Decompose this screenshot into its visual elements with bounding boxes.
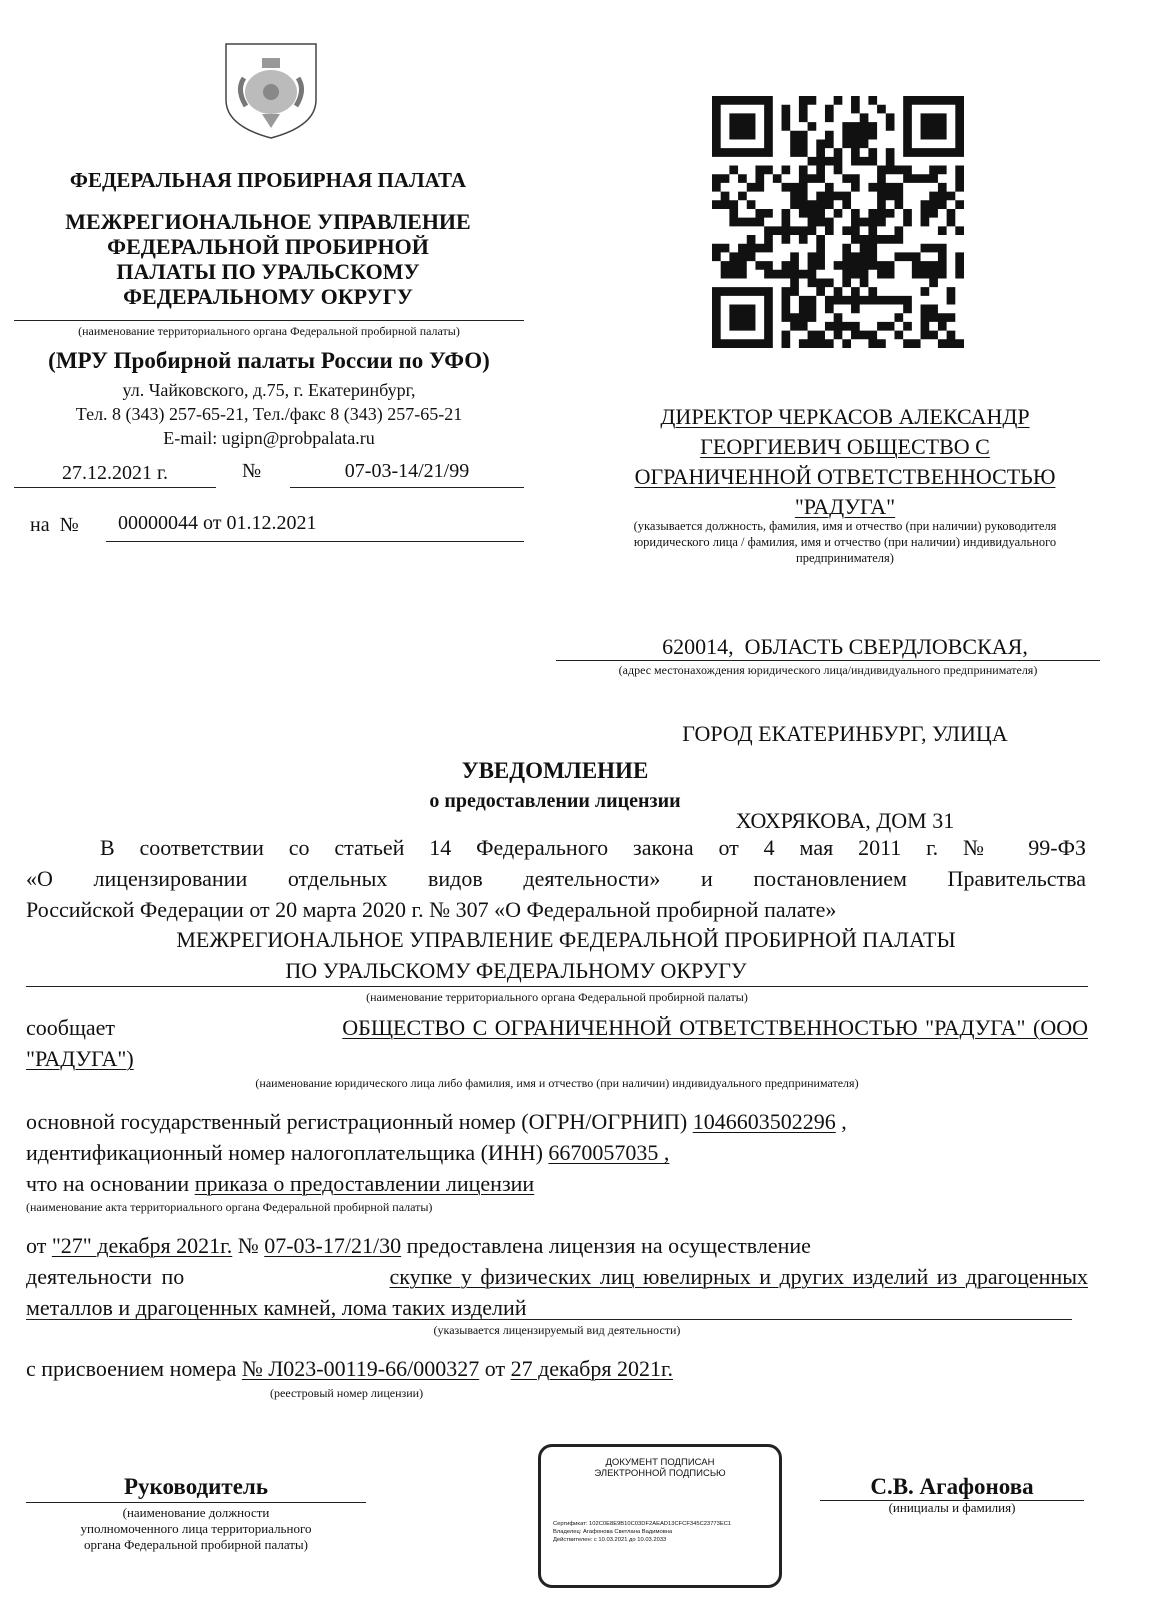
issuing-organ-line-2: ПО УРАЛЬСКОМУ ФЕДЕРАЛЬНОМУ ОКРУГУ	[285, 958, 747, 983]
license-number-row	[26, 1356, 1088, 1382]
org-line-3: ФЕДЕРАЛЬНОЙ ПРОБИРНОЙ	[107, 234, 429, 259]
basis-row	[26, 1168, 1088, 1199]
reference-value: 00000044 от 01.12.2021	[106, 512, 524, 542]
issuing-organ	[26, 924, 1086, 986]
sender-contacts	[14, 378, 524, 450]
ogrn-value: 1046603502296	[692, 1109, 836, 1134]
recipient-address-underline	[556, 660, 1100, 661]
legal-basis-paragraph	[26, 832, 1086, 925]
license-date: 27 декабря 2021г.	[510, 1356, 674, 1381]
inn-value: 6670057035	[548, 1140, 659, 1165]
outgoing-number: 07-03-14/21/99	[290, 460, 524, 488]
signer-position-caption	[26, 1505, 366, 1553]
org-line-4: ПАЛАТЫ ПО УРАЛЬСКОМУ	[116, 259, 420, 284]
org-name-underline	[14, 320, 524, 321]
sender-address: ул. Чайковского, д.75, г. Екатеринбург,	[122, 380, 416, 400]
recipient-line-3: ОГРАНИЧЕННОЙ ОТВЕТСТВЕННОСТЬЮ	[634, 464, 1056, 489]
org-short-name: (МРУ Пробирной палаты России по УФО)	[48, 348, 490, 373]
org-line-1: ФЕДЕРАЛЬНАЯ ПРОБИРНАЯ ПАЛАТА	[69, 168, 467, 192]
licensee-name-line-2: "РАДУГА")	[26, 1046, 134, 1071]
org-line-2: МЕЖРЕГИОНАЛЬНОЕ УПРАВЛЕНИЕ	[65, 209, 471, 234]
qr-modules	[712, 96, 964, 348]
activity-line-1: скупке у физических лиц ювелирных и других изделий из драгоценных	[389, 1264, 1088, 1289]
ogrn-label: основной государственный регистрационный номер (ОГРН/ОГРНИП)	[26, 1109, 688, 1134]
activity-row-1	[26, 1261, 1088, 1292]
recipient-caption	[562, 518, 1128, 566]
stamp-title-2: ЭЛЕКТРОННОЙ ПОДПИСЬЮ	[594, 1468, 726, 1479]
activity-caption: (указывается лицензируемый вид деятельности)	[433, 1323, 681, 1337]
recipient-line-4: "РАДУГА"	[794, 494, 896, 519]
ogrn-row: основной государственный регистрационный номер (ОГРН/ОГРНИП) 1046603502296 ,	[26, 1109, 847, 1134]
reference-prefix: на №	[30, 514, 79, 536]
basis-label: что на основании	[26, 1171, 190, 1196]
assign-label: с присвоением номера	[26, 1356, 237, 1381]
signer-position-underline	[26, 1502, 366, 1503]
license-number: № Л023-00119-66/000327	[241, 1356, 480, 1381]
signer-name-caption: (инициалы и фамилия)	[888, 1500, 1016, 1515]
stamp-owner: Владелец: Агафонова Светлана Вадимовна	[553, 1529, 673, 1535]
basis-value: приказа о предоставлении лицензии	[194, 1171, 535, 1196]
recipient-caption-line-1: (указывается должность, фамилия, имя и отчество (при наличии) руководителя	[633, 519, 1057, 533]
recipient-address-line-1: 620014, ОБЛАСТЬ СВЕРДЛОВСКАЯ,	[662, 634, 1028, 659]
activity-underline	[26, 1319, 1072, 1320]
recipient-line-1: ДИРЕКТОР ЧЕРКАСОВ АЛЕКСАНДР	[660, 404, 1030, 429]
recipient-caption-line-2: юридического лица / фамилия, имя и отчество (при наличии) индивидуального	[633, 535, 1057, 549]
granted-text: предоставлена лицензия на осуществление	[406, 1233, 811, 1258]
licensee-line-1-row	[26, 1012, 1088, 1043]
number-sign: №	[242, 460, 262, 482]
issuing-organ-underline	[26, 986, 1088, 987]
activity-line-2: металлов и драгоценных камней, лома таких изделий	[26, 1295, 527, 1320]
issuing-organ-caption: (наименование территориального органа Федеральной пробирной палаты)	[366, 990, 748, 1004]
recipient-name	[560, 402, 1130, 522]
signer-name: С.В. Агафонова	[870, 1474, 1034, 1499]
sender-email: E-mail: ugipn@probpalata.ru	[163, 428, 375, 448]
act-row	[26, 1230, 1088, 1261]
basis-caption: (наименование акта территориального органа Федеральной пробирной палаты)	[26, 1200, 433, 1214]
act-date: "27" декабря 2021г.	[51, 1233, 233, 1258]
stamp-details	[553, 1520, 731, 1544]
recipient-address-line-2: ГОРОД ЕКАТЕРИНБУРГ, УЛИЦА	[682, 721, 1008, 746]
document-title: УВЕДОМЛЕНИЕ	[461, 758, 649, 783]
inn-row: идентификационный номер налогоплательщика (ИНН) 6670057035 ,	[26, 1140, 670, 1165]
informs-label: сообщает	[26, 1015, 116, 1040]
recipient-address-caption: (адрес местонахождения юридического лица/индивидуального предпринимателя)	[618, 663, 1038, 677]
recipient-address	[562, 574, 1128, 864]
registration-block	[26, 1106, 1088, 1199]
org-line-5: ФЕДЕРАЛЬНОМУ ОКРУГУ	[123, 284, 413, 309]
legal-basis-line-3: Российской Федерации от 20 марта 2020 г. № 307 «О Федеральной пробирной палате»	[26, 897, 837, 922]
recipient-line-2: ГЕОРГИЕВИЧ ОБЩЕСТВО С	[700, 434, 990, 459]
stamp-title-1: ДОКУМЕНТ ПОДПИСАН	[605, 1457, 715, 1468]
legal-basis-line-2: «О лицензировании отдельных видов деятельности» и постановлением Правительства	[26, 866, 1086, 891]
recipient-address-line-3: ХОХРЯКОВА, ДОМ 31	[735, 808, 955, 833]
sender-phones: Тел. 8 (343) 257-65-21, Тел./факс 8 (343) 257-65-21	[75, 404, 463, 424]
issuing-organ-line-1: МЕЖРЕГИОНАЛЬНОЕ УПРАВЛЕНИЕ ФЕДЕРАЛЬНОЙ ПРОБИРНОЙ ПАЛАТЫ	[176, 927, 956, 952]
position-caption-line-3: органа Федеральной пробирной палаты)	[84, 1537, 308, 1552]
org-name-header	[12, 168, 524, 309]
signer-position: Руководитель	[124, 1474, 268, 1499]
activity-prefix: деятельности по	[26, 1264, 185, 1289]
licensee-caption: (наименование юридического лица либо фамилия, имя и отчество (при наличии) индивидуального предпринимателя)	[255, 1076, 859, 1090]
legal-basis-line-1: В соответствии со статьей 14 Федерального закона от 4 мая 2011 г. № 99-ФЗ	[100, 835, 1086, 860]
stamp-certificate: Сертификат: 102C0E8E9B10C03DF2AEAD13CFCF345C23773EC1	[553, 1521, 732, 1527]
license-number-caption: (реестровый номер лицензии)	[270, 1386, 424, 1400]
stamp-validity: Действителен: с 10.03.2021 до 10.03.2033	[553, 1537, 667, 1543]
act-number-sign: №	[237, 1233, 259, 1258]
org-name-caption: (наименование территориального органа Федеральной пробирной палаты)	[78, 324, 460, 338]
act-number: 07-03-17/21/30	[264, 1233, 402, 1258]
outgoing-date: 27.12.2021 г.	[14, 462, 216, 488]
from-label: от	[26, 1233, 47, 1258]
licensee-block	[26, 1012, 1088, 1074]
license-act-block	[26, 1230, 1088, 1323]
position-caption-line-2: уполномоченного лица территориального	[80, 1521, 312, 1536]
e-signature-stamp	[538, 1444, 782, 1588]
inn-label: идентификационный номер налогоплательщика (ИНН)	[26, 1140, 543, 1165]
licensee-name-line-1: ОБЩЕСТВО С ОГРАНИЧЕННОЙ ОТВЕТСТВЕННОСТЬЮ "РАДУГА" (ООО	[342, 1015, 1088, 1040]
qr-code-icon	[712, 96, 964, 348]
position-caption-line-1: (наименование должности	[122, 1505, 270, 1520]
recipient-caption-line-3: предпринимателя)	[796, 551, 894, 565]
from2-label: от	[484, 1356, 506, 1381]
document-subtitle: о предоставлении лицензии	[429, 790, 681, 812]
coat-of-arms-icon	[222, 40, 320, 140]
